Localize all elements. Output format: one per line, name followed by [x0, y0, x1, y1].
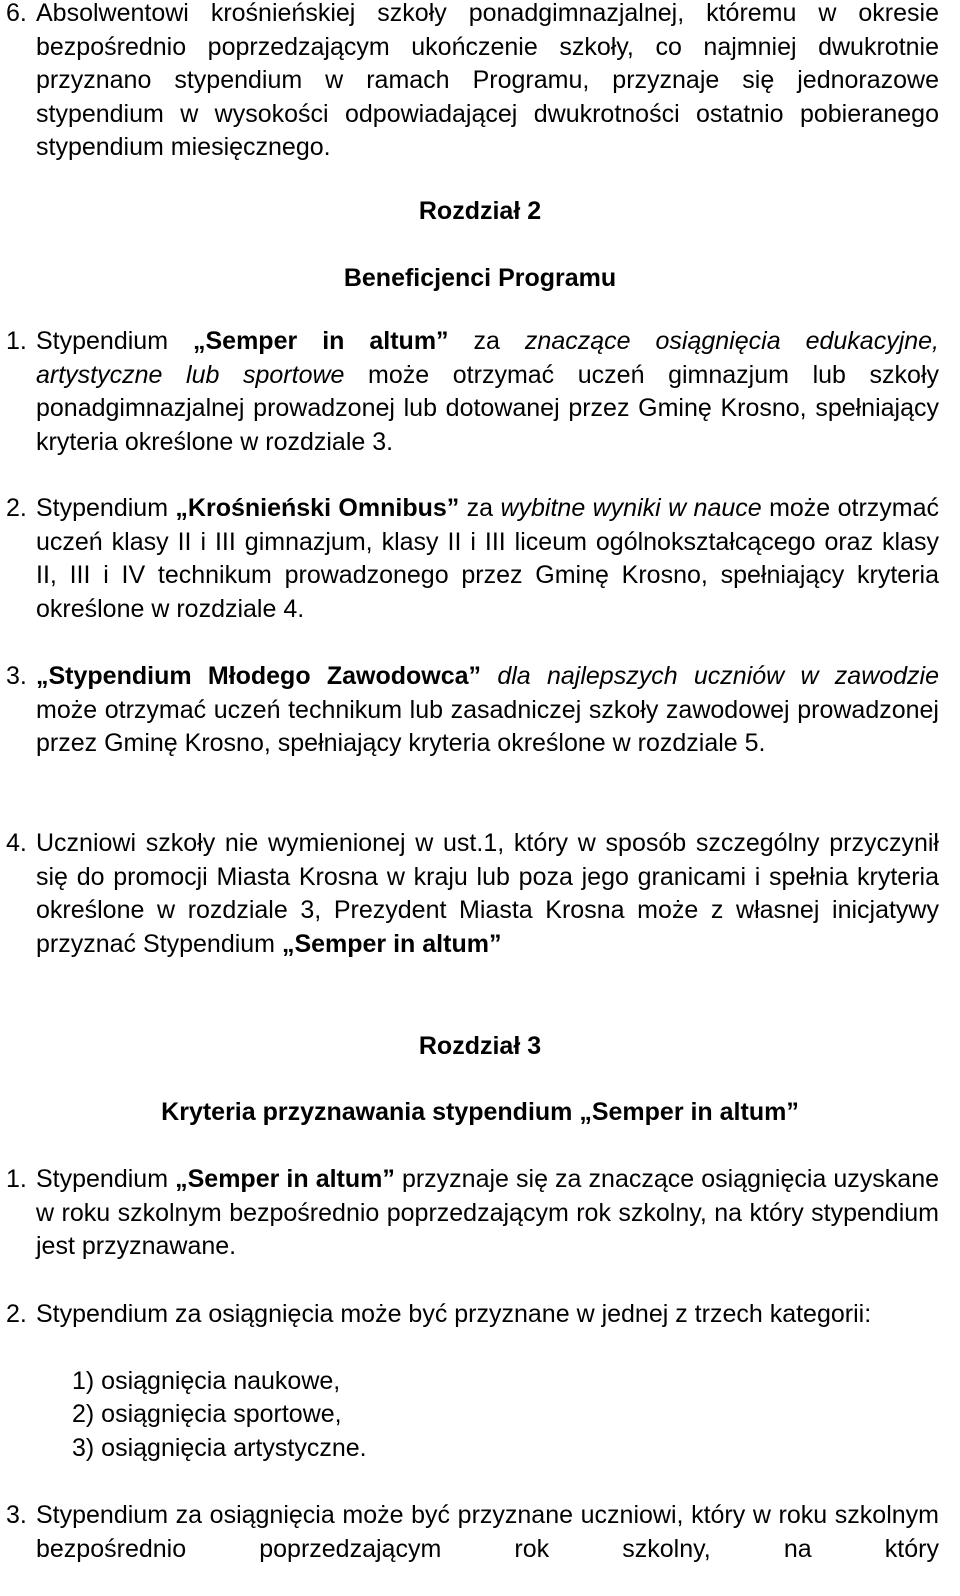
- chapter-2-paragraph-4: [6, 827, 939, 961]
- text-run: przyznaje się za znaczące osiągnięcia uzyskane w roku szkolnym bezpośrednio poprzedzającym rok szkolny, na który stypendium jest przyznawane.: [36, 1165, 940, 1260]
- chapter-3-paragraph-3: [6, 1499, 939, 1566]
- text-run: Uczniowi szkoły nie wymienionej w ust.1, który w sposób szczególny przyczynił się do promocji Miasta Krosna w kraju lub poza jego granicami i spełnia kryteria określone w rozdziale 3, Prezydent Miasta Krosna może z własnej inicjatywy przyznać Stypendium: [36, 829, 939, 958]
- scholarship-name: „Semper in altum”: [193, 327, 449, 355]
- emphasis-text: wybitne wyniki w nauce: [500, 494, 762, 522]
- text-run: za: [448, 327, 525, 355]
- category-list-item: 3) osiągnięcia artystyczne.: [72, 1434, 367, 1462]
- text-run: Stypendium: [36, 327, 193, 355]
- paragraph-number: 4.: [6, 829, 27, 857]
- text-run: może otrzymać uczeń gimnazjum lub szkoły ponadgimnazjalnej prowadzonej lub dotowanej przez Gminę Krosno, spełniający kryteria określone w rozdziale 3.: [36, 360, 939, 456]
- text-run: Stypendium: [36, 494, 176, 522]
- text-run: może otrzymać uczeń klasy II i III gimnazjum, klasy II i III liceum ogólnokształcącego oraz klasy II, III i IV technikum prowadzonego przez Gminę Krosno, spełniający kryteria określone w rozdziale 4.: [36, 494, 940, 623]
- scholarship-name: „Semper in altum”: [281, 929, 502, 958]
- emphasis-text: dla najlepszych uczniów w zawodzie: [497, 662, 940, 690]
- paragraph-number: 1.: [6, 1165, 27, 1193]
- paragraph-number: 6.: [6, 0, 27, 27]
- paragraph-number: 3.: [6, 1501, 27, 1529]
- paragraph-number: 3.: [6, 662, 27, 690]
- text-run: za: [459, 494, 501, 522]
- chapter-2-subtitle: Beneficjenci Programu: [343, 264, 617, 292]
- paragraph-text: [36, 1163, 939, 1264]
- chapter-3-title: Rozdział 3: [418, 1032, 542, 1060]
- chapter-2-title: Rozdział 2: [418, 197, 542, 225]
- paragraph-6: [6, 0, 939, 165]
- chapter-3-paragraph-1: [6, 1163, 939, 1264]
- text-run: Stypendium: [36, 1165, 176, 1193]
- paragraph-text: Stypendium za osiągnięcia może być przyznane uczniowi, który w roku szkolnym bezpośrednio poprzedzającym rok szkolny, na który: [36, 1501, 939, 1563]
- paragraph-text: [36, 492, 939, 626]
- chapter-2-paragraph-1: [6, 325, 939, 459]
- paragraph-number: 2.: [6, 1300, 27, 1328]
- scholarship-name: „Stypendium Młodego Zawodowca”: [36, 662, 482, 690]
- chapter-3-paragraph-2: [6, 1298, 939, 1332]
- paragraph-text: [36, 827, 939, 961]
- paragraph-text: [36, 660, 939, 761]
- category-list-item: 1) osiągnięcia naukowe,: [72, 1367, 341, 1395]
- category-list-item: 2) osiągnięcia sportowe,: [72, 1400, 342, 1428]
- chapter-3-subtitle: Kryteria przyznawania stypendium „Semper in altum”: [161, 1098, 799, 1126]
- paragraph-text: Stypendium za osiągnięcia może być przyznane w jednej z trzech kategorii:: [36, 1300, 872, 1328]
- chapter-2-paragraph-3: [6, 660, 939, 761]
- scholarship-name: „Semper in altum”: [175, 1165, 395, 1193]
- text-run: może otrzymać uczeń technikum lub zasadniczej szkoły zawodowej prowadzonej przez Gminę Krosno, spełniający kryteria określone w rozdziale 5.: [36, 695, 939, 757]
- chapter-2-paragraph-2: [6, 492, 939, 626]
- scholarship-name: „Krośnieński Omnibus”: [175, 494, 460, 522]
- text-run: [481, 662, 497, 690]
- paragraph-number: 2.: [6, 494, 27, 522]
- paragraph-text: [36, 325, 939, 459]
- emphasis-text: znaczące osiągnięcia edukacyjne, artystyczne lub sportowe: [36, 327, 939, 389]
- paragraph-text: Absolwentowi krośnieńskiej szkoły ponadgimnazjalnej, któremu w okresie bezpośrednio poprzedzającym ukończenie szkoły, co najmniej dwukrotnie przyznano stypendium w ramach Programu, przyznaje się jednorazowe stypendium w wysokości odpowiadającej dwukrotności ostatnio pobieranego stypendium miesięcznego.: [36, 0, 939, 161]
- paragraph-number: 1.: [6, 327, 27, 355]
